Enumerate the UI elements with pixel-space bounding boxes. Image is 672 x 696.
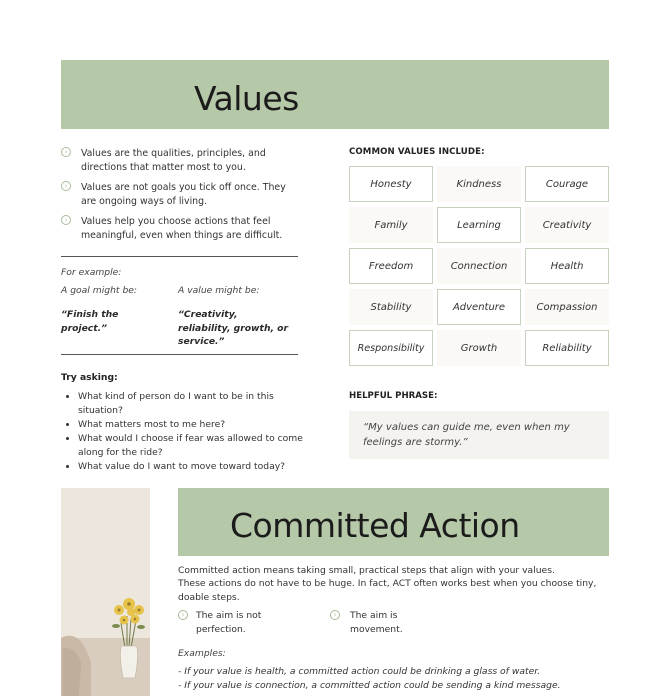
values-title: Values (194, 79, 299, 118)
value-cell: Growth (437, 330, 521, 366)
value-cell: Reliability (525, 330, 609, 366)
common-values-label: COMMON VALUES INCLUDE: (349, 147, 485, 157)
goal-label: A goal might be: (61, 285, 138, 296)
arrow-circle-icon: › (61, 181, 71, 191)
value-cell: Stability (349, 289, 433, 325)
arrow-circle-icon: › (330, 610, 340, 620)
committed-action-title: Committed Action (230, 506, 520, 545)
example-line: - If your value is health, a committed action could be drinking a glass of water. (178, 666, 541, 677)
value-cell: Learning (437, 207, 521, 243)
value-cell: Honesty (349, 166, 433, 202)
aim-item: › The aim is not perfection. (178, 609, 288, 637)
try-asking-label: Try asking: (61, 372, 118, 383)
goal-example-text: “Finish the project.” (61, 309, 119, 334)
value-cell: Family (349, 207, 433, 243)
list-item: • What matters most to me here? (78, 418, 318, 432)
committed-action-paragraph: Committed action means taking small, practical steps that align with your values. (178, 565, 555, 576)
value-cell: Creativity (525, 207, 609, 243)
divider (61, 256, 298, 257)
example-label: For example: (61, 267, 122, 278)
committed-action-paragraph: These actions do not have to be huge. In fact, ACT often works best when you choose tiny, doable steps. (178, 578, 597, 603)
arrow-circle-icon: › (178, 610, 188, 620)
aim-item: › The aim is movement. (330, 609, 440, 637)
value-cell: Courage (525, 166, 609, 202)
arrow-circle-icon: › (61, 147, 71, 157)
helpful-phrase-text: “My values can guide me, even when my feelings are stormy.” (363, 422, 570, 448)
example-line: - If your value is connection, a committed action could be sending a kind message. (178, 680, 561, 691)
value-example-text: “Creativity, reliability, growth, or service.” (178, 309, 289, 347)
arrow-circle-icon: › (61, 215, 71, 225)
list-item: • What value do I want to move toward today? (78, 460, 318, 474)
examples-label: Examples: (178, 648, 226, 659)
value-label: A value might be: (178, 285, 260, 296)
try-asking-list (64, 390, 318, 474)
value-cell: Responsibility (349, 330, 433, 366)
divider (61, 354, 298, 355)
value-cell: Adventure (437, 289, 521, 325)
values-header-band (61, 60, 609, 129)
flower-vase-photo (61, 488, 150, 696)
list-item: • What would I choose if fear was allowed to come along for the ride? (78, 432, 318, 460)
helpful-phrase-label: HELPFUL PHRASE: (349, 391, 438, 401)
value-cell: Freedom (349, 248, 433, 284)
value-cell: Health (525, 248, 609, 284)
value-cell: Connection (437, 248, 521, 284)
value-cell: Compassion (525, 289, 609, 325)
value-cell: Kindness (437, 166, 521, 202)
list-item: • What kind of person do I want to be in this situation? (78, 390, 318, 418)
